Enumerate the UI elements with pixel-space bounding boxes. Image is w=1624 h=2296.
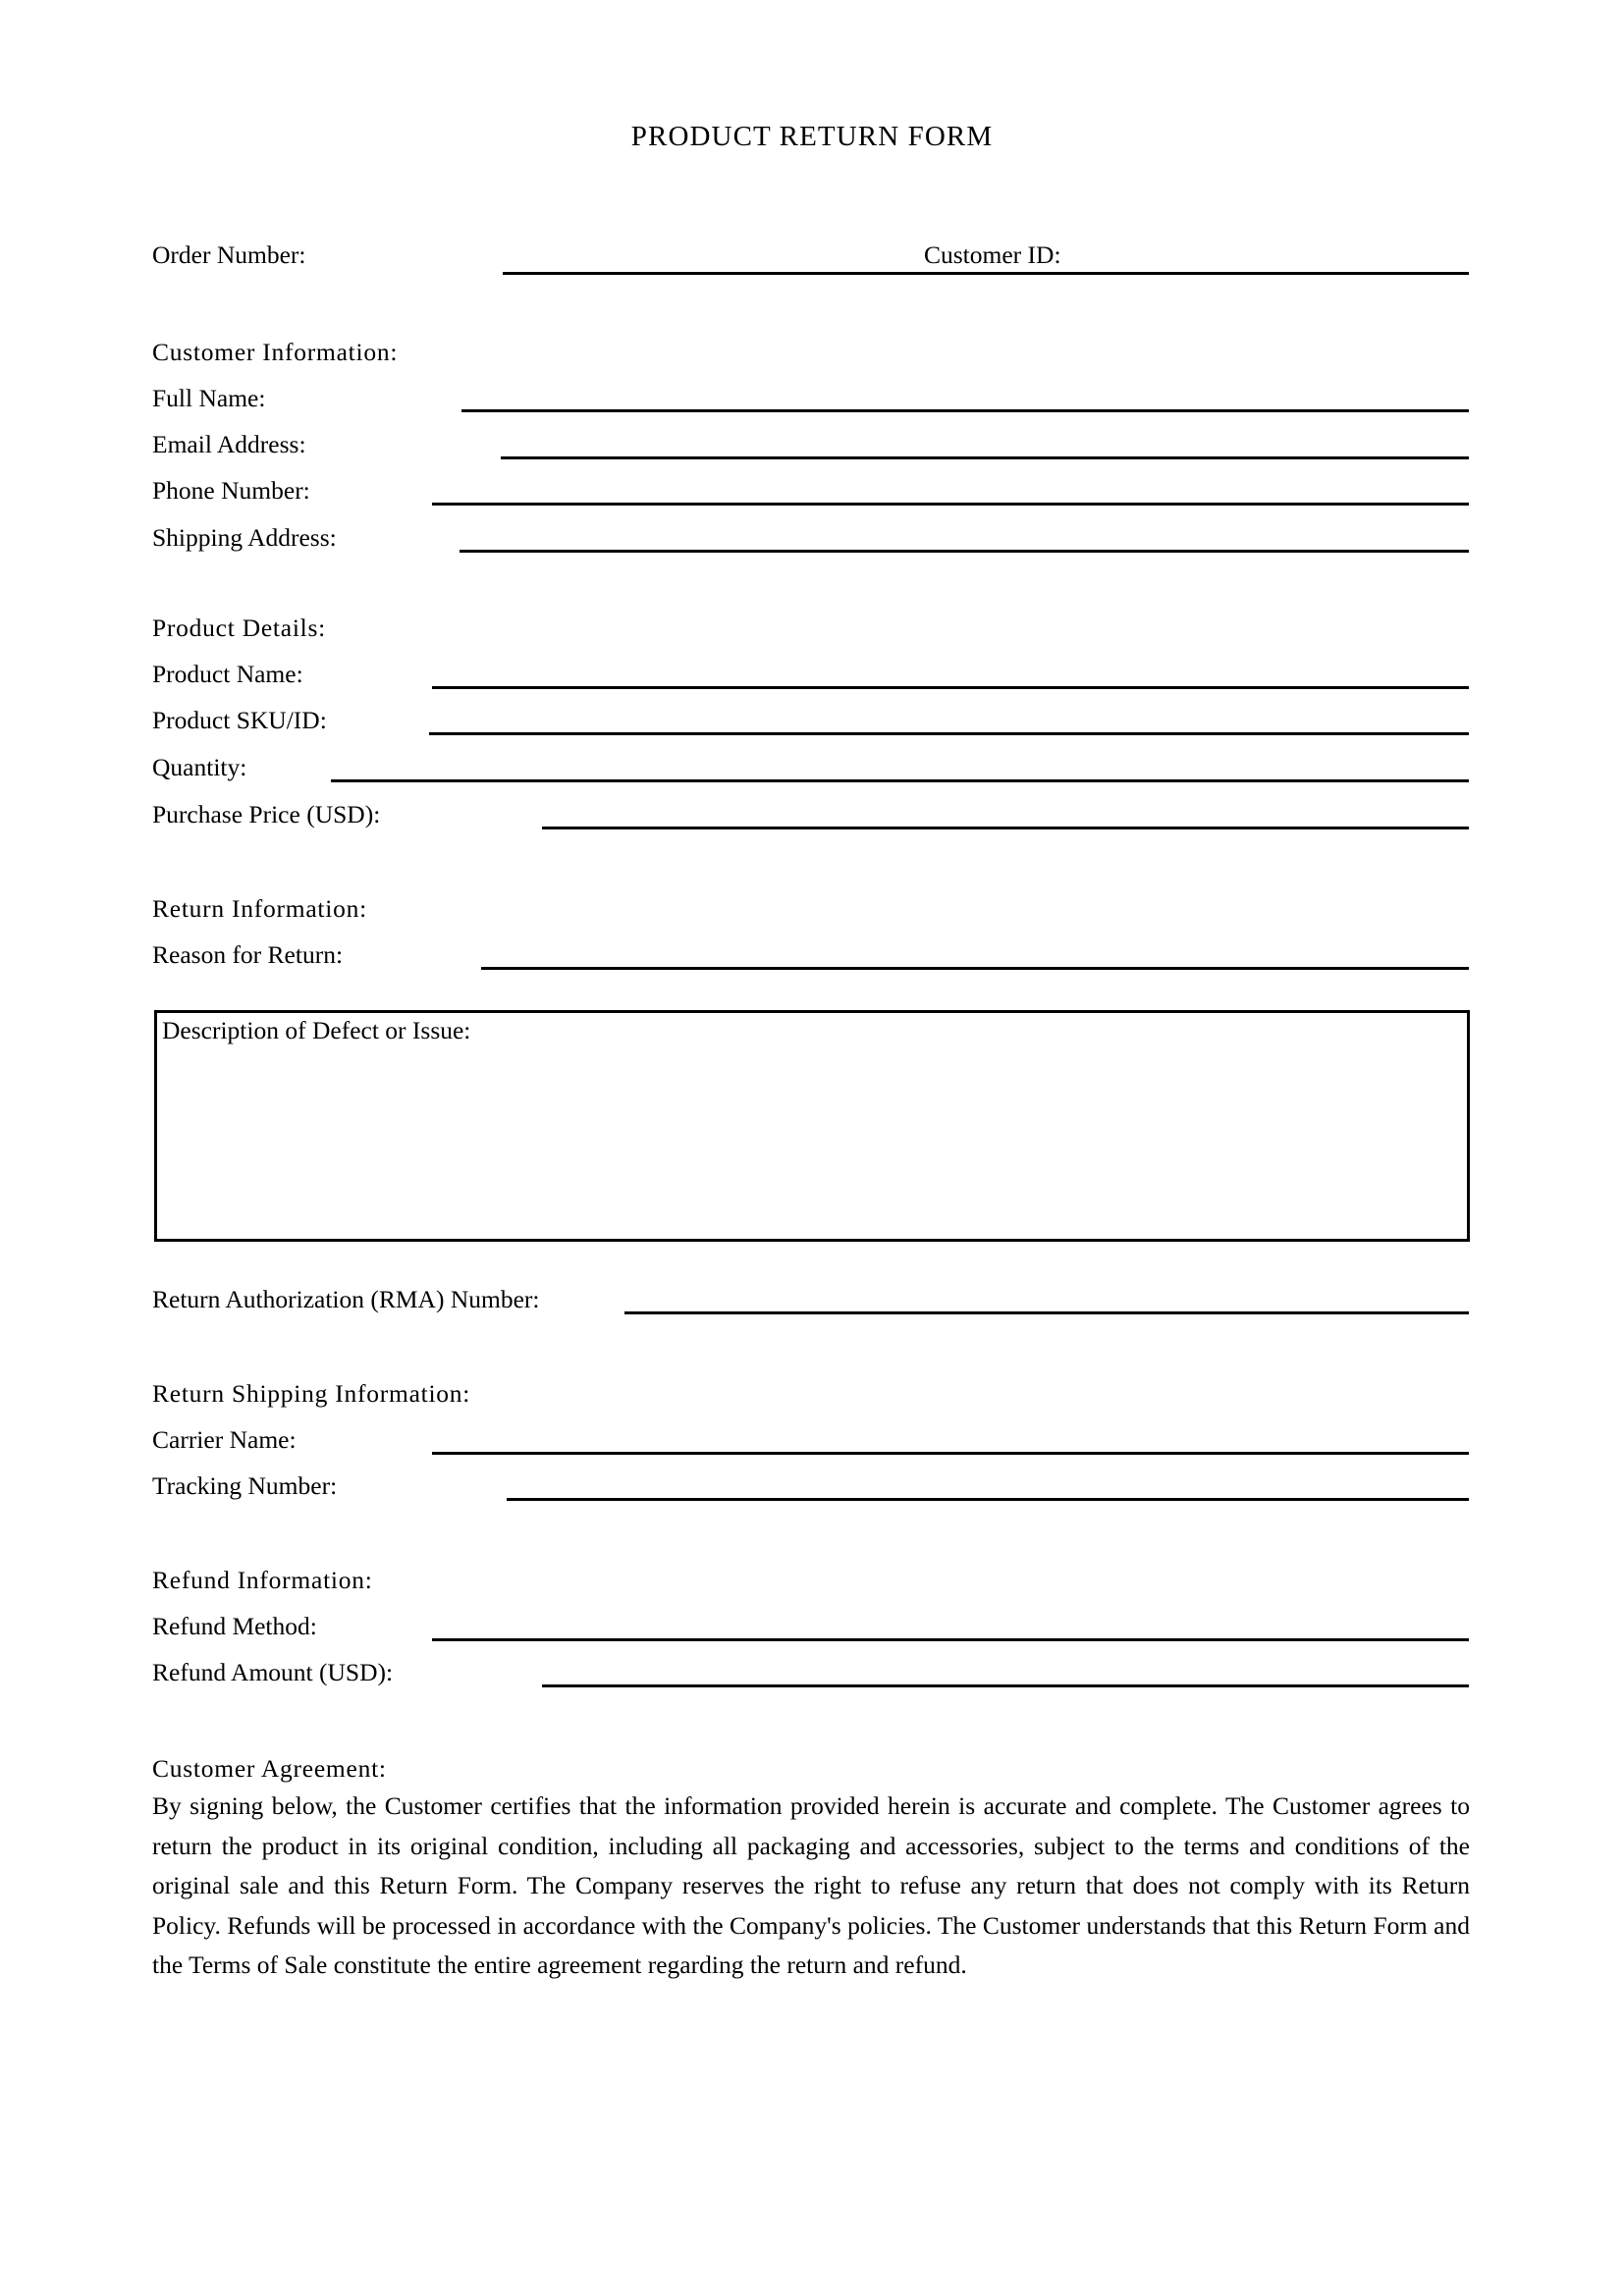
section-heading-customer-information: Customer Information: [152, 338, 399, 366]
phone-number-input-rule[interactable] [432, 503, 1469, 506]
section-heading-refund-information: Refund Information: [152, 1566, 373, 1594]
shipping-address-label: Shipping Address: [152, 523, 337, 552]
section-heading-customer-agreement: Customer Agreement: [152, 1754, 387, 1783]
email-address-label: Email Address: [152, 430, 306, 458]
quantity-label: Quantity: [152, 753, 247, 781]
tracking-number-label: Tracking Number: [152, 1471, 338, 1500]
defect-description-box[interactable] [154, 1010, 1470, 1242]
phone-number-label: Phone Number: [152, 476, 310, 505]
refund-method-label: Refund Method: [152, 1612, 317, 1640]
carrier-name-input-rule[interactable] [432, 1452, 1469, 1455]
product-name-input-rule[interactable] [432, 686, 1469, 689]
tracking-number-input-rule[interactable] [507, 1498, 1469, 1501]
section-heading-return-shipping-information: Return Shipping Information: [152, 1379, 471, 1408]
product-sku-id-input-rule[interactable] [429, 732, 1469, 735]
product-sku-id-label: Product SKU/ID: [152, 706, 327, 734]
page-title: PRODUCT RETURN FORM [630, 121, 994, 152]
refund-amount-label: Refund Amount (USD): [152, 1658, 394, 1686]
product-name-label: Product Name: [152, 660, 303, 688]
carrier-name-label: Carrier Name: [152, 1425, 297, 1454]
defect-description-label: Description of Defect or Issue: [162, 1016, 471, 1044]
reason-for-return-label: Reason for Return: [152, 940, 344, 969]
order-number-input-rule[interactable] [503, 272, 1469, 275]
customer-agreement-text: By signing below, the Customer certifies that the information provided herein is accurate and complete. The Customer agrees to return the product in its original condition, including all packaging and accessories, subject to the terms and conditions of the original sale and this Return Form. The Company reserves the right to refuse any return that does not comply with its Return Policy. Refunds will be processed in accordance with the Company's policies. The Customer understands that this Return Form and the Terms of Sale constitute the entire agreement regarding the return and refund. [152, 1791, 1470, 1979]
refund-amount-input-rule[interactable] [542, 1684, 1469, 1687]
refund-method-input-rule[interactable] [432, 1638, 1469, 1641]
shipping-address-input-rule[interactable] [460, 550, 1469, 553]
email-address-input-rule[interactable] [501, 456, 1469, 459]
full-name-input-rule[interactable] [461, 409, 1469, 412]
purchase-price-input-rule[interactable] [542, 827, 1469, 829]
section-heading-return-information: Return Information: [152, 894, 367, 923]
full-name-label: Full Name: [152, 384, 266, 412]
reason-for-return-input-rule[interactable] [481, 967, 1469, 970]
rma-number-label: Return Authorization (RMA) Number: [152, 1285, 540, 1313]
order-number-label: Order Number: [152, 240, 306, 269]
section-heading-product-details: Product Details: [152, 614, 327, 642]
customer-id-label: Customer ID: [920, 242, 1065, 268]
quantity-input-rule[interactable] [331, 779, 1469, 782]
purchase-price-label: Purchase Price (USD): [152, 800, 381, 828]
rma-number-input-rule[interactable] [624, 1311, 1469, 1314]
